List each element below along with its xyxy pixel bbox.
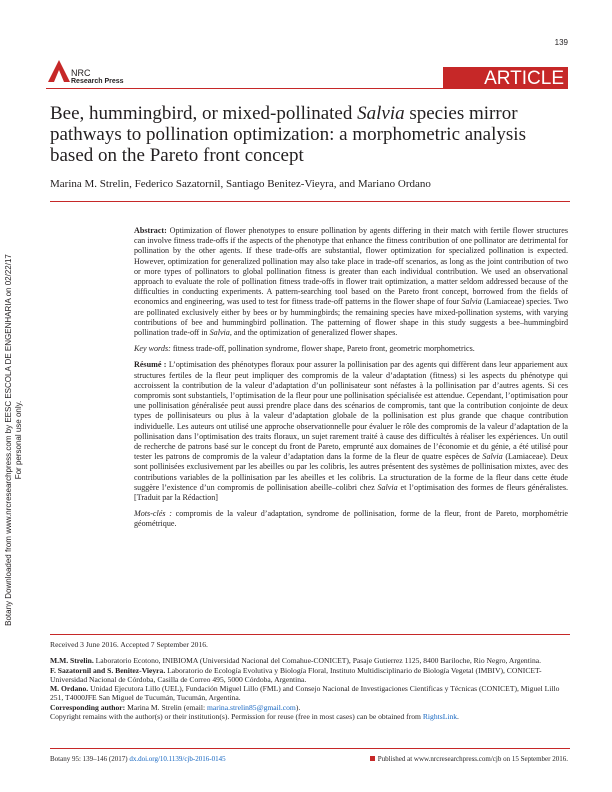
affiliation-3 bbox=[50, 684, 570, 703]
corresponding-end: ). bbox=[295, 702, 301, 712]
affiliation-1-name: M.M. Strelin. bbox=[50, 656, 94, 666]
abstract-genus-1: Salvia bbox=[461, 297, 482, 307]
affiliation-rule bbox=[50, 634, 570, 635]
resume-label: Résumé : bbox=[134, 360, 167, 370]
keywords-label: Key words: bbox=[134, 344, 171, 354]
corresponding-text: Marina M. Strelin (email: bbox=[125, 702, 208, 712]
corresponding-author bbox=[50, 703, 570, 712]
logo-press-text: Research Press bbox=[71, 78, 124, 85]
resume-genus-2: Salvia bbox=[377, 482, 398, 492]
resume-genus-1: Salvia bbox=[482, 452, 503, 462]
article-title bbox=[50, 103, 570, 166]
article-tag: ARTICLE bbox=[443, 67, 568, 89]
resume-fr bbox=[134, 360, 568, 503]
published-text: Published at www.nrcresearchpress.com/cjb on 15 September 2016. bbox=[377, 755, 568, 763]
abstract-text-3: , and the optimization of generalized flower shapes. bbox=[229, 328, 398, 338]
affiliation-1-text: Laboratorio Ecotono, INIBIOMA (Universidad Nacional del Comahue-CONICET), Pasaje Gutierrez 1125, 8400 Bariloche, Rio Negro, Argentina. bbox=[93, 656, 542, 666]
corresponding-email-link[interactable]: marina.strelin85@gmail.com bbox=[207, 702, 296, 712]
mots-cles-fr bbox=[134, 509, 568, 529]
abstract-genus-2: Salvia bbox=[209, 328, 230, 338]
resume-text-2: (Lamiaceae). Deux sont pollinisées exclusivement par les abeilles ou par les colibris, les autres présentent des systèmes de pollinisation mixtes, avec des contributions variables de la pollinisation par les abeilles et les colibris. La structuration de la forme de la fleur dans cette étude suggère l’existence d’un compromis de pollinisation abeille–colibri chez bbox=[134, 452, 568, 492]
published-note bbox=[370, 755, 568, 763]
title-part-2: species mirror pathways to pollination optimization: a morphometric analysis based on the Pareto front concept bbox=[50, 103, 526, 166]
rightslink-link[interactable]: RightsLink bbox=[422, 712, 458, 722]
resume-text-1: L’optimisation des phénotypes floraux pour assurer la pollinisation par des agents qui diffèrent dans leur appariement aux structures fertiles de la fleur peut impliquer des compromis de la valeur d’adaptation (fitness) si les aspects du phénotype qui accroissent la contribution de la valeur d’adaptation d’un pollinisateur sont néfastes à la pollinisation par d’autres agents. Si ces compromis sont substantiels, l’optimisation de la fleur pour une pollinisation spécialisée est attendue. Cependant, l’optimisation pour une pollinisation généralisée peut aussi prendre place dans des scénarios de compromis, tant que la contribution conjointe de deux types de pollinisateurs ou plus à la valeur d’adaptation globale de la pollinisation est plus grande que chaque contribution individuelle. Les auteurs ont utilisé une approche observationnelle pour évaluer le rôle des compromis de la valeur d’adaptation de la pollinisation dans l’optimisation des traits floraux, un sujet rarement traité à cause des difficultés à réaliser les expériences. Un outil de recherche de patrons basé sur le concept du front de Pareto, emprunté aux domaines de l’économie et du génie, a été utilisé pour tester les patrons de compromis de la valeur d’adaptation dans la forme de la fleur de quatre espèces de bbox=[134, 360, 568, 462]
download-sidebar bbox=[4, 180, 24, 700]
copyright-text: Copyright remains with the author(s) or their institution(s). Permission for reuse (free in most cases) can be obtained from bbox=[50, 712, 423, 722]
author-list: Marina M. Strelin, Federico Sazatornil, Santiago Benitez-Vieyra, and Mariano Ordano bbox=[50, 178, 431, 190]
copyright-note bbox=[50, 712, 570, 721]
abstract-text-1: Optimization of flower phenotypes to ensure pollination by agents differing in their match with fertile flower structures can involve fitness trade-offs if the aspects of the phenotype that enhance the fitness contribution of one pollinator are detrimental for pollination by the other agents. If these trade-offs are substantial, flower optimization for specialized pollination is expected. However, optimization for generalized pollination may also take place in trade-off scenarios, as long as the joint contribution of two or more types of pollinators to global pollination fitness is greater than each individual contribution. We used an observational approach to evaluate the role of pollination fitness trade-offs in flower trait optimization, a matter seldom addressed because of the difficulties in conducting experiments. A pattern-searching tool based on the Pareto front concept, borrowed from the fields of economics and engineering, was used to test for fitness trade-off patterns in the flower shape of four bbox=[134, 226, 568, 307]
journal-citation bbox=[50, 755, 226, 763]
red-square-icon bbox=[370, 756, 375, 761]
abstract-en bbox=[134, 226, 568, 338]
affiliations-block bbox=[50, 640, 570, 721]
abstract-block bbox=[134, 226, 568, 536]
doi-link[interactable]: dx.doi.org/10.1139/cjb-2016-0145 bbox=[129, 755, 226, 763]
page-number: 139 bbox=[554, 38, 568, 47]
copyright-end: . bbox=[457, 712, 459, 722]
affiliation-3-text: Unidad Ejecutora Lillo (UEL), Fundación Miguel Lillo (FML) and Consejo Nacional de Investigaciones Científicas y Técnicas (CONICET), Miguel Lillo 251, T4000JFE San Miguel de Tucumán, Tucumán, Argentina. bbox=[50, 684, 560, 703]
resume-text-3: et l’optimisation des formes de fleurs généralistes. [Traduit par la Rédaction] bbox=[134, 482, 569, 503]
received-dates: Received 3 June 2016. Accepted 7 September 2016. bbox=[50, 640, 208, 649]
sidebar-line-2: For personal use only. bbox=[14, 400, 23, 480]
mots-cles-text: compromis de la valeur d’adaptation, syndrome de pollinisation, forme de la fleur, front de Pareto, morphométrie géométrique. bbox=[134, 509, 569, 529]
abstract-text-2: (Lamiaceae) species. Two are pollinated exclusively either by bees or by hummingbirds; the remaining species have mixed-pollination systems, with varying contributions of bee and hummingbird pollination. The patterning of flower shape in this study suggests a bee–hummingbird pollination trade-off in bbox=[134, 297, 568, 338]
title-genus: Salvia bbox=[357, 103, 405, 124]
affiliation-2 bbox=[50, 666, 570, 685]
title-rule bbox=[50, 201, 570, 202]
keywords-text: fitness trade-off, pollination syndrome, flower shape, Pareto front, geometric morphometrics. bbox=[170, 344, 475, 354]
affiliation-3-name: M. Ordano. bbox=[50, 684, 89, 694]
publisher-logo[interactable] bbox=[46, 58, 166, 98]
sidebar-line-1: Botany Downloaded from www.nrcresearchpress.com by EESC ESCOLA DE ENGENHARIA on 02/22/17 bbox=[4, 254, 13, 626]
affiliation-2-name: F. Sazatornil and S. Benitez-Vieyra. bbox=[50, 665, 166, 675]
logo-nrc-text: NRC bbox=[71, 68, 91, 78]
corresponding-label: Corresponding author: bbox=[50, 702, 126, 712]
journal-ref: Botany 95: 139–146 (2017) bbox=[50, 755, 130, 763]
title-part-1: Bee, hummingbird, or mixed-pollinated bbox=[50, 103, 358, 124]
affiliation-1 bbox=[50, 656, 570, 665]
footer-rule bbox=[50, 748, 570, 749]
affiliation-2-text: Laboratorio de Ecología Evolutiva y Biología Floral, Instituto Multidisciplinario de Biología Vegetal (IMBIV), CONICET-Universidad Nacional de Córdoba, Casilla de Correo 495, 5000 Córdoba, Argentina. bbox=[50, 665, 542, 684]
abstract-label: Abstract: bbox=[134, 226, 167, 235]
keywords-en bbox=[134, 344, 568, 354]
nrc-leaf-icon bbox=[48, 60, 70, 82]
mots-cles-label: Mots-clés : bbox=[134, 509, 172, 519]
